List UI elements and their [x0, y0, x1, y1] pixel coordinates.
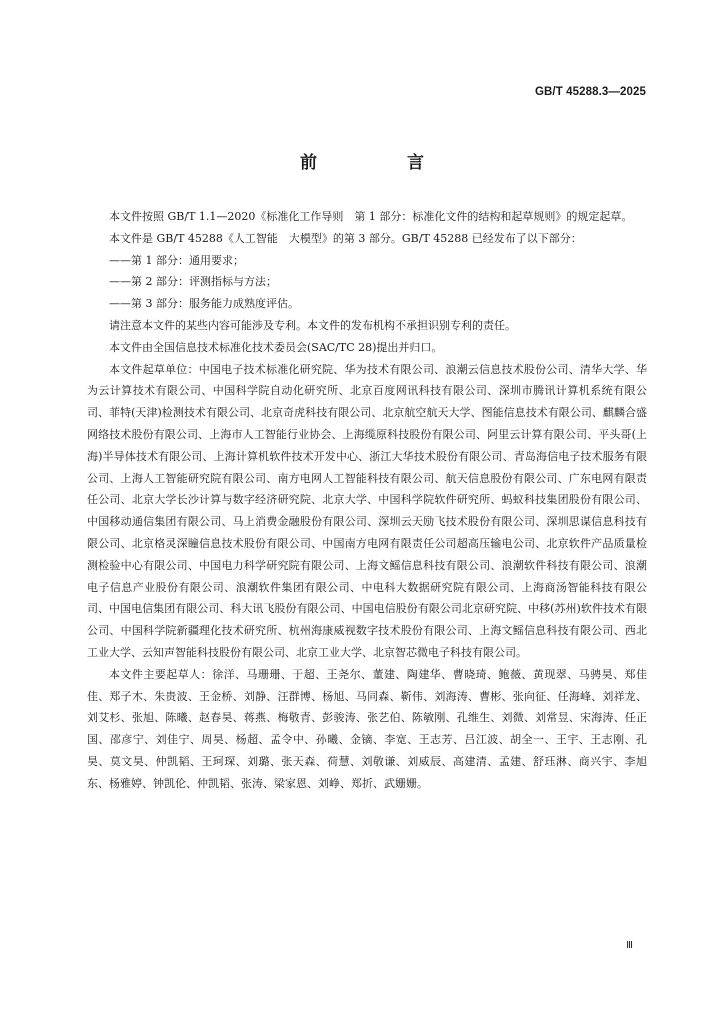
list-item-part-2: ——第 2 部分：评测指标与方法；	[109, 275, 277, 289]
paragraph-patent-notice: 请注意本文件的某些内容可能涉及专利。本文件的发布机构不承担识别专利的责任。	[109, 318, 516, 332]
paragraph-proposer: 本文件由全国信息技术标准化技术委员会(SAC/TC 28)提出并归口。	[109, 340, 443, 354]
page-title: 前 言	[300, 153, 466, 173]
page-number: Ⅲ	[626, 940, 632, 951]
foreword-body	[87, 206, 647, 795]
standard-code: GB/T 45288.3—2025	[534, 86, 646, 98]
paragraph-part-intro: 本文件是 GB/T 45288《人工智能 大模型》的第 3 部分。GB/T 45288 已经发布了以下部分：	[109, 231, 582, 245]
paragraph-drafting-units: 本文件起草单位：中国电子技术标准化研究院、华为技术有限公司、浪潮云信息技术股份公司、清华大学、华为云计算技术有限公司、中国科学院自动化研究所、北京百度网讯科技有限公司、深圳市腾讯计算机系统有限公司、菲特(天津)检测技术有限公司、北京奇虎科技有限公司、北京航空航天大学、图能信息技术有限公司、麒麟合盛网络技术股份有限公司、上海市人工智能行业协会、上海缆原科技股份有限公司、阿里云计算有限公司、平头哥(上海)半导体技术有限公司、上海计算机软件技术开发中心、浙江大华技术股份有限公司、青岛海信电子技术服务有限公司、上海人工智能研究院有限公司、南方电网人工智能科技有限公司、航天信息股份有限公司、广东电网有限责任公司、北京大学长沙计算与数字经济研究院、北京大学、中国科学院软件研究所、蚂蚁科技集团股份有限公司、中国移动通信集团有限公司、马上消费金融股份有限公司、深圳云天励飞技术股份有限公司、深圳思谋信息科技有限公司、北京格灵深瞳信息技术股份有限公司、中国南方电网有限责任公司超高压输电公司、北京软件产品质量检测检验中心有限公司、中国电力科学研究院有限公司、上海文鳐信息科技有限公司、浪潮软件科技有限公司、浪潮电子信息产业股份有限公司、浪潮软件集团有限公司、中电科大数据研究院有限公司、上海商汤智能科技有限公司、中国电信集团有限公司、科大讯飞股份有限公司、中国电信股份有限公司北京研究院、中移(苏州)软件技术有限公司、中国科学院新疆理化技术研究所、杭州海康威视数字技术股份有限公司、上海文鳐信息科技有限公司、西北工业大学、云知声智能科技股份有限公司、北京工业大学、北京智芯微电子科技有限公司。	[87, 362, 647, 659]
list-item-part-1: ——第 1 部分：通用要求；	[109, 253, 244, 267]
paragraph-drafting-rules: 本文件按照 GB/T 1.1—2020《标准化工作导则 第 1 部分：标准化文件的结构和起草规则》的规定起草。	[109, 210, 633, 223]
list-item-part-3: ——第 3 部分：服务能力成熟度评估。	[109, 297, 299, 311]
paragraph-drafters: 本文件主要起草人：徐洋、马珊珊、于超、王尧尔、董建、陶建华、曹晓琦、鲍薇、黄现翠、马骋昊、郑佳佳、郑子木、朱贵波、王金桥、刘静、汪群博、杨旭、马同森、靳伟、刘海涛、曹彬、张向征、任海峰、刘祥龙、刘艾杉、张旭、陈曦、赵春昊、蒋燕、梅敬青、彭骏涛、张艺伯、陈敏刚、孔维生、刘微、刘常昱、宋海涛、任正国、邵彦宁、刘佳宁、周昊、杨超、孟令中、孙曦、金镝、李宽、王志芳、吕江波、胡全一、王宇、王志刚、孔昊、莫文昊、仲凯韬、王珂琛、刘璐、张天森、荷慧、刘敬谦、刘威辰、高建清、孟建、舒珏淋、商兴宇、李旭东、杨雅婷、钟凯伦、仲凯韬、张涛、梁家恩、刘峥、郑折、武姗姗。	[87, 667, 647, 790]
